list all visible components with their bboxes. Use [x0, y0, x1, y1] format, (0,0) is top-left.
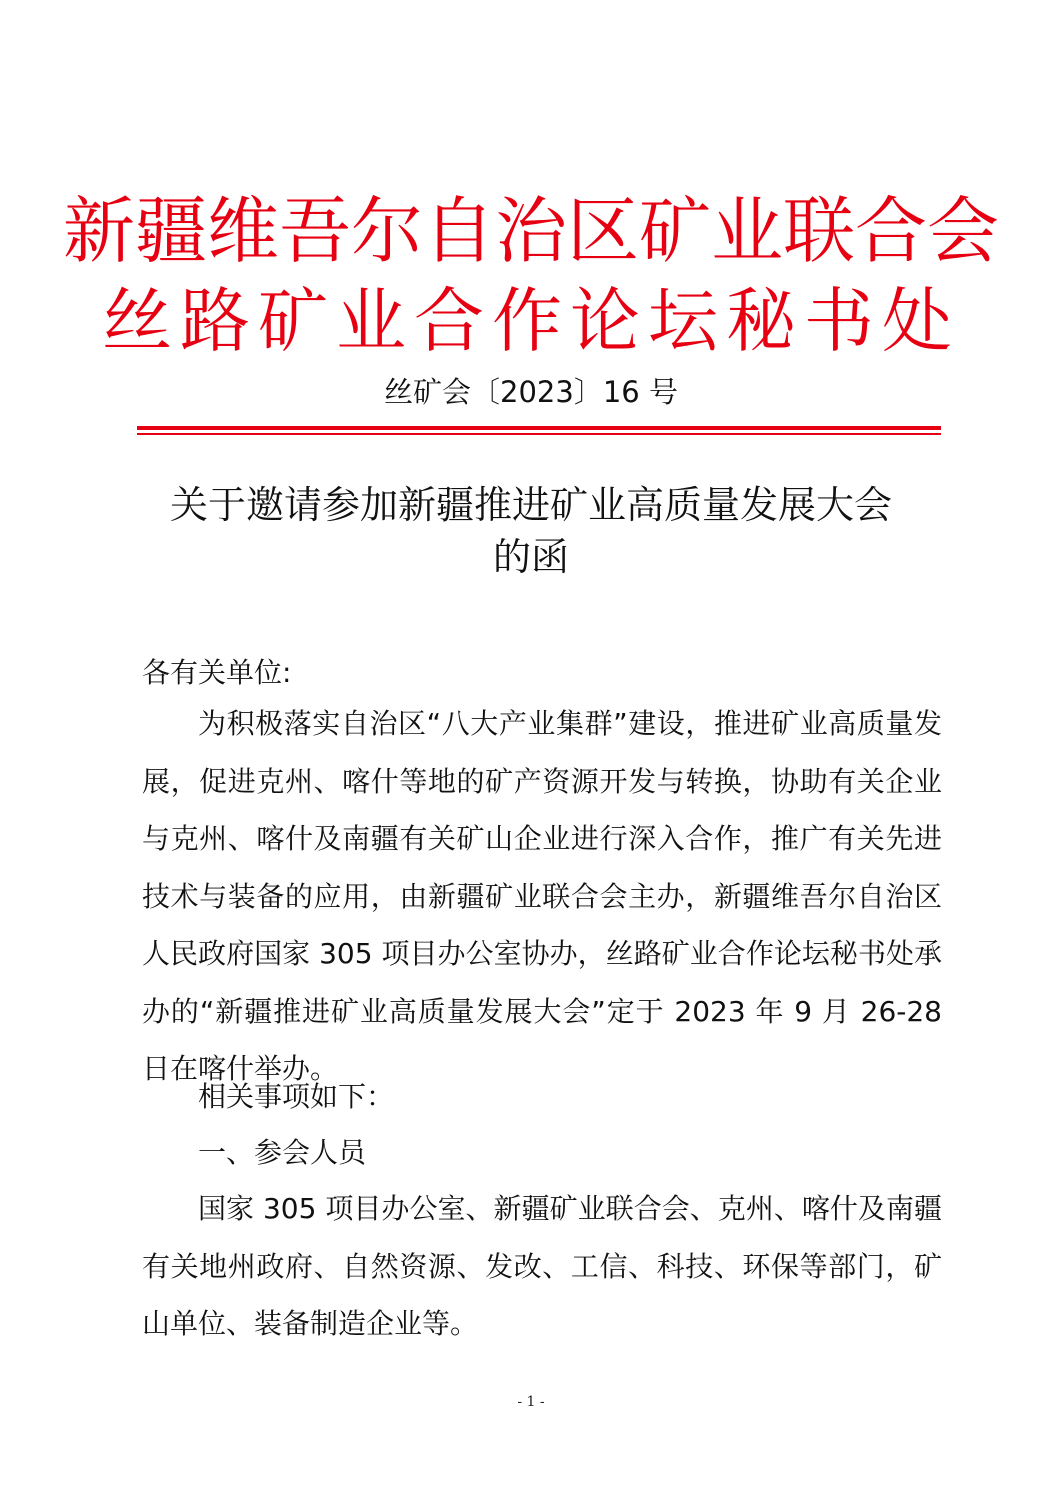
section-heading: 一、参会人员: [198, 1136, 367, 1169]
issuer-name-line1: 新疆维吾尔自治区矿业联合会: [62, 189, 999, 273]
header-rule-thick: [137, 426, 941, 430]
section-body: 国家 305 项目办公室、新疆矿业联合会、克州、喀什及南疆有关地州政府、自然资源、发改、工信、科技、环保等部门，矿山单位、装备制造企业等。: [142, 1192, 942, 1340]
document-title-line1: 关于邀请参加新疆推进矿业高质量发展大会: [169, 483, 892, 527]
body-paragraph: 为积极落实自治区“八大产业集群”建设，推进矿业高质量发展，促进克州、喀什等地的矿产资源开发与转换，协助有关企业与克州、喀什及南疆有关矿山企业进行深入合作，推广有关先进技术与装备的应用，由新疆矿业联合会主办，新疆维吾尔自治区人民政府国家 305 项目办公室协办，丝路矿业合作论坛秘书处承办的“新疆推进矿业高质量发展大会”定于 2023 年 9 月 26-28 日在喀什举办。: [142, 707, 942, 1085]
issuer-name-line2: 丝路矿业合作论坛秘书处: [102, 280, 960, 362]
items-intro: 相关事项如下：: [198, 1080, 395, 1113]
document-number: 丝矿会〔2023〕16 号: [384, 375, 678, 409]
header-rule-thin: [137, 433, 941, 435]
document-title-line2: 的函: [492, 535, 569, 579]
page-number: - 1 -: [517, 1394, 545, 1410]
salutation: 各有关单位:: [142, 656, 292, 689]
